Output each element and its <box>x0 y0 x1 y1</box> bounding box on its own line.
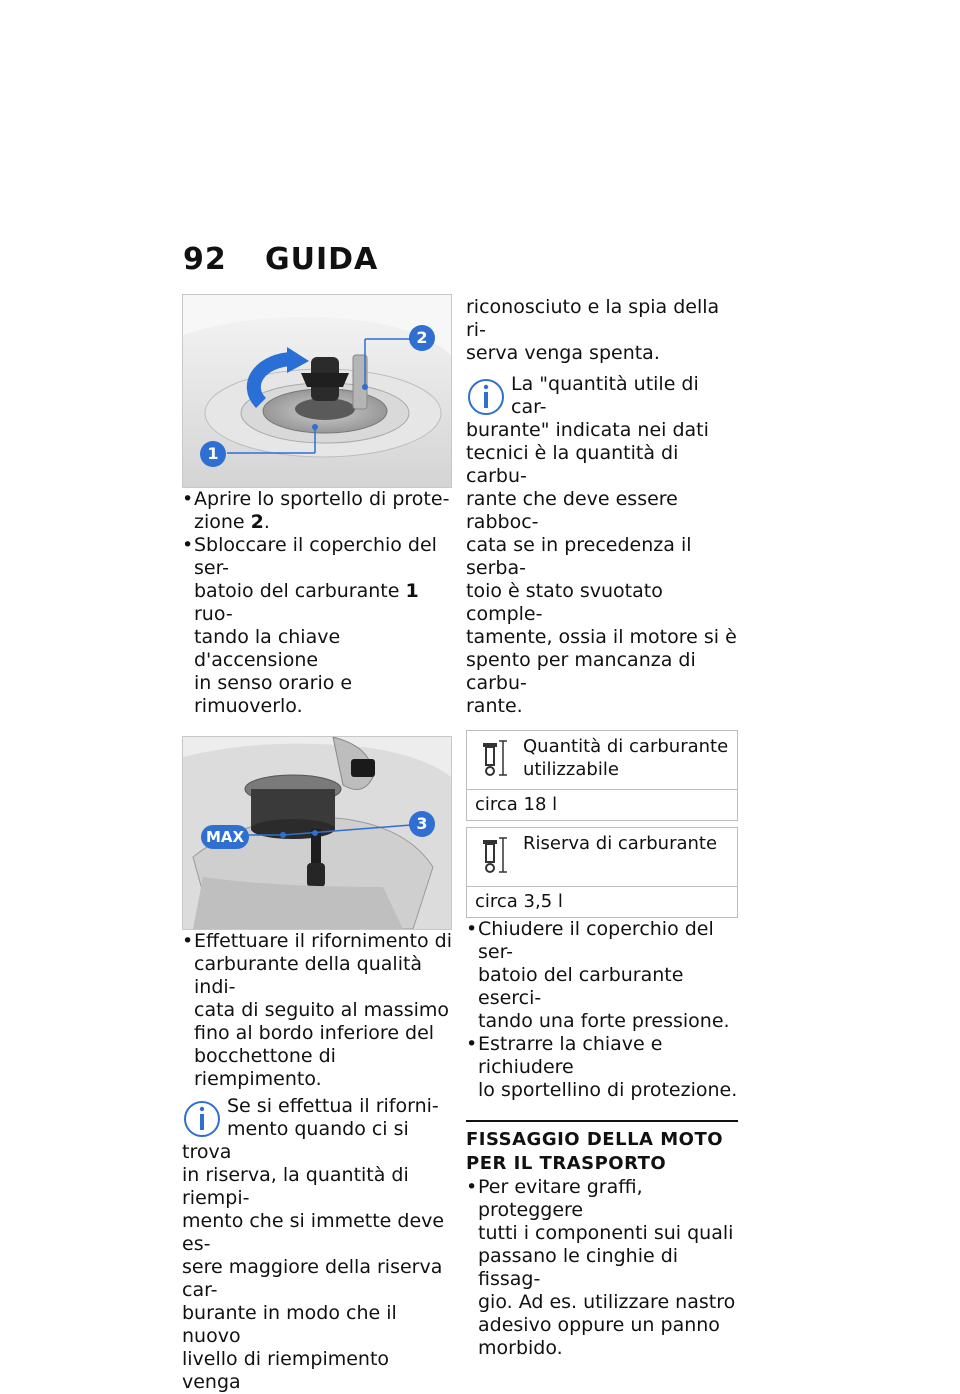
text-line: bocchettone di riempimento. <box>194 1045 336 1090</box>
text-line: Se si effettua il riforni- <box>227 1095 439 1117</box>
left-column <box>182 294 452 1394</box>
text-line: tando la chiave d'accensione <box>194 626 341 671</box>
text-line: sere maggiore della riserva car- <box>182 1256 443 1301</box>
section-title: GUIDA <box>265 242 379 277</box>
note-usable-fuel <box>466 373 738 718</box>
right-column <box>466 296 738 1360</box>
list-item <box>466 1176 738 1360</box>
text-line: 1 <box>405 580 419 602</box>
info-icon <box>466 375 506 419</box>
text-line: La "quantità utile di car- <box>511 373 699 418</box>
text-line: Estrarre la chiave e richiudere <box>478 1033 663 1078</box>
list-item <box>182 534 452 718</box>
text-line: batoio del carburante eserci- <box>478 964 684 1009</box>
text-line: morbido. <box>478 1337 563 1359</box>
callout-1: 1 <box>200 441 226 467</box>
text-line: Per evitare graffi, proteggere <box>478 1176 643 1221</box>
text-line: fino al bordo inferiore del <box>194 1022 435 1044</box>
text-line: batoio del carburante <box>194 580 406 602</box>
note1-continuation <box>466 296 738 365</box>
text-line: serva venga spenta. <box>466 342 660 364</box>
text-line: 2 <box>250 511 264 533</box>
text-line: spento per mancanza di carbu- <box>466 649 696 694</box>
spec-value: circa 3,5 l <box>475 891 563 912</box>
text-line: Effettuare il rifornimento di <box>194 930 452 952</box>
spec-usable-fuel <box>466 730 738 821</box>
text-line: cata di seguito al massimo <box>194 999 450 1021</box>
page-number: 92 <box>183 242 227 277</box>
list-item <box>182 930 452 1091</box>
steps-transport-list <box>466 1176 738 1360</box>
text-line: toio è stato svuotato comple- <box>466 580 663 625</box>
max-label: MAX <box>201 825 249 849</box>
text-line: tando una forte pressione. <box>478 1010 730 1032</box>
text-line: FISSAGGIO DELLA MOTO <box>466 1129 724 1150</box>
text-line: tamente, ossia il motore si è <box>466 626 737 648</box>
text-line: passano le cinghie di fissag- <box>478 1245 679 1290</box>
note-reserve-refuel <box>182 1095 452 1394</box>
fuel-cap-illustration <box>182 294 452 488</box>
text-line: ruo- <box>194 603 233 625</box>
fuel-filler-max-illustration <box>182 736 452 930</box>
callout-3: 3 <box>409 811 435 837</box>
spec-label: Riserva di carburante <box>523 833 718 854</box>
text-line: Chiudere il coperchio del ser- <box>478 918 714 963</box>
text-line: carburante della qualità indi- <box>194 953 423 998</box>
text-line: adesivo oppure un panno <box>478 1314 720 1336</box>
steps-close-list <box>466 918 738 1102</box>
spec-reserve-fuel <box>466 827 738 918</box>
section-heading-transport <box>466 1120 738 1176</box>
text-line: Sbloccare il coperchio del ser- <box>194 534 437 579</box>
text-line: in riserva, la quantità di riempi- <box>182 1164 409 1209</box>
fuel-gauge-icon <box>479 834 511 876</box>
text-line: burante" indicata nei dati <box>466 419 709 441</box>
text-line: riconosciuto e la spia della ri- <box>466 296 720 341</box>
list-item <box>182 488 452 534</box>
callout-2: 2 <box>409 325 435 351</box>
text-line: livello di riempimento venga <box>182 1348 390 1393</box>
text-line: cata se in precedenza il serba- <box>466 534 692 579</box>
text-line: rante. <box>466 695 523 717</box>
text-line: gio. Ad es. utilizzare nastro <box>478 1291 736 1313</box>
info-icon <box>182 1097 222 1141</box>
spec-label: Quantità di carburante <box>523 736 729 757</box>
text-line: lo sportellino di protezione. <box>478 1079 738 1101</box>
text-line: PER IL TRASPORTO <box>466 1153 667 1174</box>
list-item <box>466 1033 738 1102</box>
steps-refuel-list <box>182 930 452 1091</box>
text-line: tutti i componenti sui quali <box>478 1222 734 1244</box>
text-line: Aprire lo sportello di prote- <box>194 488 450 510</box>
steps-open-list <box>182 488 452 718</box>
spec-value: circa 18 l <box>475 794 558 815</box>
text-line: in senso orario e rimuoverlo. <box>194 672 353 717</box>
text-line: tecnici è la quantità di carbu- <box>466 442 679 487</box>
text-line: mento che si immette deve es- <box>182 1210 445 1255</box>
text-line: zione <box>194 511 251 533</box>
list-item <box>466 918 738 1033</box>
text-line: utilizzabile <box>523 759 619 780</box>
text-line: burante in modo che il nuovo <box>182 1302 397 1347</box>
fuel-gauge-icon <box>479 737 511 779</box>
text-line: rante che deve essere rabboc- <box>466 488 678 533</box>
text-line: . <box>263 511 270 533</box>
text-line: mento quando ci si trova <box>182 1118 409 1163</box>
